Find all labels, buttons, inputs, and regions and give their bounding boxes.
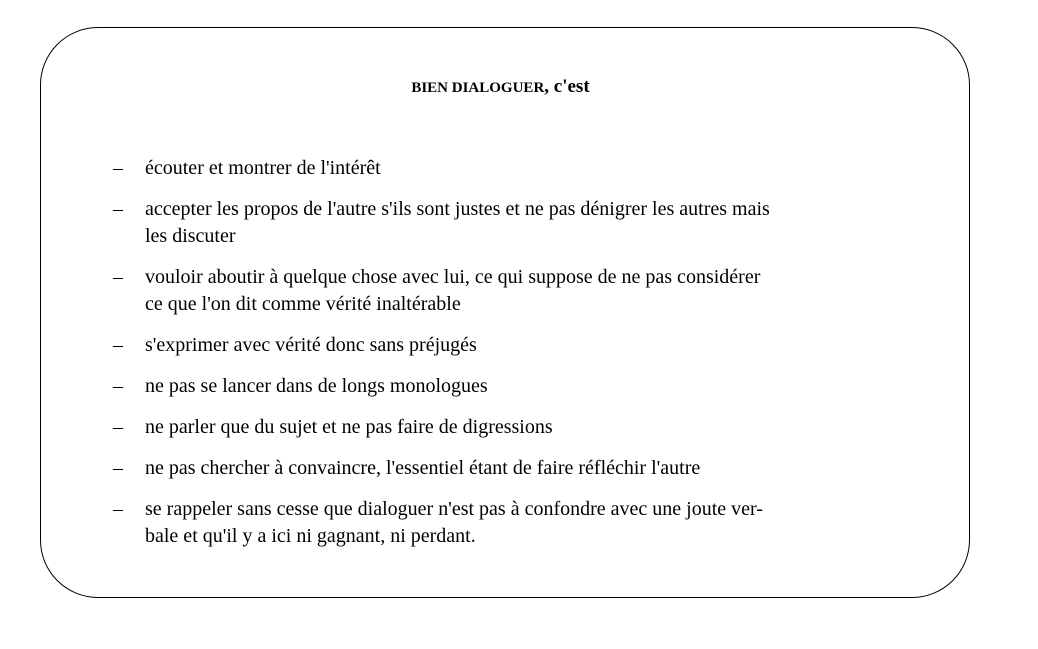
dash-bullet: –	[113, 157, 123, 179]
dash-bullet: –	[113, 266, 123, 288]
item-text-line1: ne pas se lancer dans de longs monologues	[145, 375, 488, 397]
dash-bullet: –	[113, 416, 123, 438]
list-item	[113, 196, 913, 250]
advice-list	[113, 155, 913, 564]
dash-bullet: –	[113, 198, 123, 220]
title-main: BIEN DIALOGUER	[411, 80, 545, 96]
item-text-line1: ne pas chercher à convaincre, l'essentiel étant de faire réfléchir l'autre	[145, 457, 701, 479]
list-item	[113, 264, 913, 318]
list-item	[113, 455, 913, 482]
item-text-line1: ne parler que du sujet et ne pas faire de digressions	[145, 416, 553, 438]
item-text-line1: accepter les propos de l'autre s'ils sont justes et ne pas dénigrer les autres mais	[145, 198, 770, 220]
dash-bullet: –	[113, 375, 123, 397]
dash-bullet: –	[113, 334, 123, 356]
list-item	[113, 496, 913, 550]
list-item	[113, 155, 913, 182]
list-item	[113, 332, 913, 359]
dash-bullet: –	[113, 457, 123, 479]
item-text-line2: les discuter	[145, 225, 236, 247]
item-text-line1: s'exprimer avec vérité donc sans préjugés	[145, 334, 477, 356]
title-suffix: , c'est	[544, 76, 590, 97]
item-text-line1: vouloir aboutir à quelque chose avec lui, ce qui suppose de ne pas considérer	[145, 266, 761, 288]
item-text-line2: bale et qu'il y a ici ni gagnant, ni perdant.	[145, 525, 476, 547]
item-text-line1: se rappeler sans cesse que dialoguer n'est pas à confondre avec une joute ver-	[145, 498, 763, 520]
list-item	[113, 373, 913, 400]
page-title	[0, 76, 1001, 98]
dash-bullet: –	[113, 498, 123, 520]
item-text-line2: ce que l'on dit comme vérité inaltérable	[145, 293, 461, 315]
list-item	[113, 414, 913, 441]
item-text-line1: écouter et montrer de l'intérêt	[145, 157, 381, 179]
